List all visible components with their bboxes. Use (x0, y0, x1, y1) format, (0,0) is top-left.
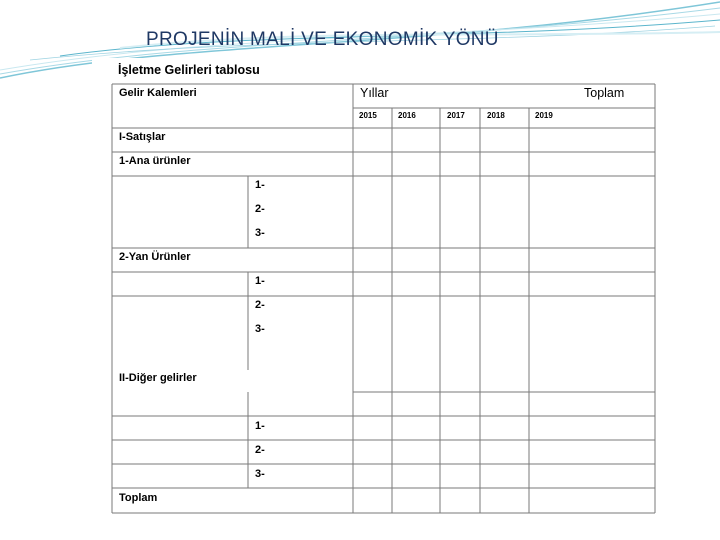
year-header: 2019 (535, 111, 553, 120)
row-label-sub-item: 2- (255, 299, 265, 311)
row-label-sub-item: 3- (255, 323, 265, 335)
year-header: 2018 (487, 111, 505, 120)
years-header: Yıllar (360, 86, 389, 100)
row-label-sub-item: 2- (255, 203, 265, 215)
total-column-header: Toplam (584, 86, 625, 100)
row-label-total: Toplam (119, 492, 158, 504)
row-label-side-products: 2-Yan Ürünler (119, 251, 191, 263)
item-column-header: Gelir Kalemleri (119, 87, 197, 99)
row-label-sub-item: 1- (255, 179, 265, 191)
year-header: 2017 (447, 111, 465, 120)
row-label-sub-item: 3- (255, 227, 265, 239)
year-header: 2016 (398, 111, 416, 120)
row-label-sub-item: 3- (255, 468, 265, 480)
table-title: İşletme Gelirleri tablosu (118, 63, 260, 77)
year-header: 2015 (359, 111, 377, 120)
row-label-main-products: 1-Ana ürünler (119, 155, 191, 167)
row-label-sub-item: 1- (255, 420, 265, 432)
row-label-sales: I-Satışlar (119, 131, 166, 143)
row-label-sub-item: 2- (255, 444, 265, 456)
row-label-sub-item: 1- (255, 275, 265, 287)
row-label-other-income: II-Diğer gelirler (119, 372, 197, 384)
slide-title: PROJENİN MALİ VE EKONOMİK YÖNÜ (146, 29, 499, 50)
